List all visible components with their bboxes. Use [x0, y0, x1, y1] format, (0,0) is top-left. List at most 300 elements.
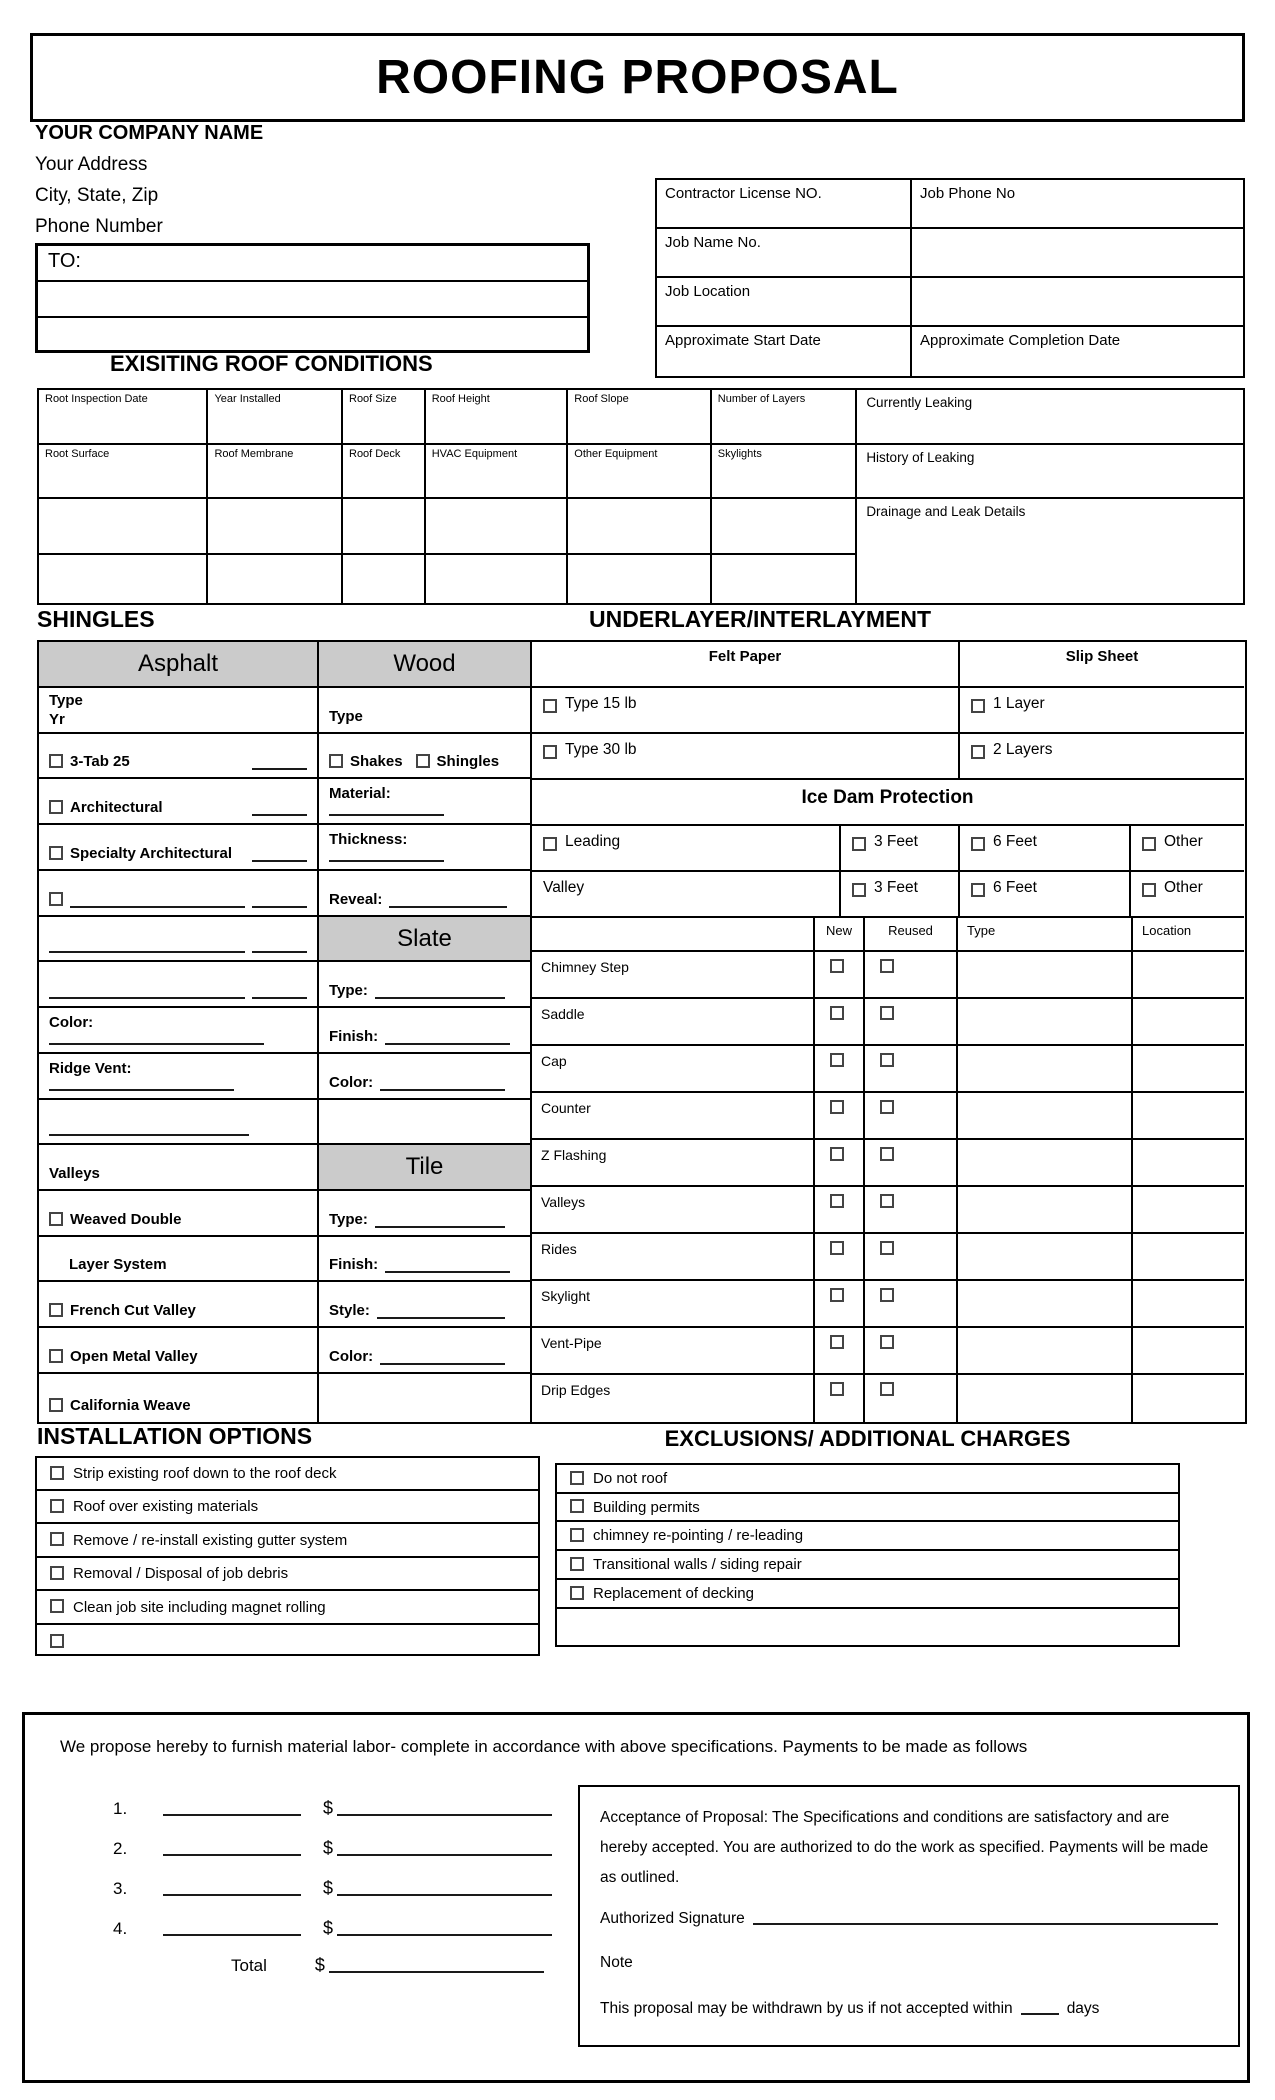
payment-number: 2.	[113, 1839, 128, 1858]
tile-header: Tile	[319, 1145, 530, 1191]
asphalt-blank-line[interactable]	[49, 948, 245, 953]
asphalt-blank-qty-line[interactable]	[252, 948, 307, 953]
fill-cell[interactable]	[343, 555, 424, 603]
installation-label: Remove / re-install existing gutter system	[73, 1531, 348, 1549]
flashing-type-cell[interactable]	[958, 1140, 1133, 1185]
ice-3feet-checkbox[interactable]	[852, 837, 866, 851]
flashing-new-cell[interactable]	[815, 1046, 865, 1091]
flashing-new-cell[interactable]	[815, 1140, 865, 1185]
checkbox[interactable]	[830, 1006, 844, 1020]
to-box	[35, 243, 590, 353]
payment-row	[113, 1819, 552, 1859]
wood-type-cell[interactable]	[319, 688, 530, 734]
flashing-location-cell[interactable]	[1133, 1281, 1244, 1326]
total-amount-line[interactable]	[329, 1968, 544, 1973]
job-location-cell[interactable]: Job Location	[657, 278, 912, 325]
ice-6feet-checkbox[interactable]	[971, 883, 985, 897]
exclusion-item	[557, 1494, 1178, 1522]
installation-item	[37, 1458, 538, 1491]
payment-desc-line[interactable]	[163, 1891, 301, 1896]
ice-3feet-label: 3 Feet	[874, 833, 918, 850]
checkbox[interactable]	[830, 1194, 844, 1208]
wood-thickness-cell	[319, 825, 530, 871]
checkbox[interactable]	[830, 1100, 844, 1114]
asphalt-layer-system-row	[39, 1237, 317, 1282]
shingles-label: Shingles	[436, 753, 500, 770]
job-info-row	[657, 229, 1243, 278]
payment-desc-line[interactable]	[163, 1851, 301, 1856]
exclusions-heading: EXCLUSIONS/ ADDITIONAL CHARGES	[664, 1426, 1071, 1451]
existing-header-cell[interactable]: Roof Height	[426, 390, 567, 445]
note-label: Note	[600, 1953, 633, 1971]
asphalt-3tab-line[interactable]	[252, 765, 307, 770]
existing-col	[712, 390, 858, 603]
job-name-fill-cell[interactable]	[912, 229, 1243, 276]
french-cut-label: French Cut Valley	[70, 1302, 196, 1319]
existing-header-cell[interactable]: HVAC Equipment	[426, 445, 567, 499]
payment-amount-line[interactable]	[337, 1851, 552, 1856]
exclusion-item-blank[interactable]	[557, 1609, 1178, 1647]
flashing-row	[532, 999, 1244, 1046]
asphalt-blank-row	[39, 962, 317, 1008]
acceptance-box	[578, 1785, 1240, 2047]
flashing-type-cell[interactable]	[958, 1328, 1133, 1373]
existing-header-cell[interactable]: Year Installed	[208, 390, 341, 445]
asphalt-other-qty-line[interactable]	[252, 903, 307, 908]
slip-1layer-cell	[960, 688, 1244, 732]
flashing-reused-cell[interactable]	[865, 1375, 958, 1422]
flashing-header-row	[532, 918, 1244, 952]
flashing-header-spacer	[532, 918, 815, 950]
flashing-label: Cap	[532, 1046, 815, 1091]
company-address: Your Address	[35, 154, 148, 175]
checkbox[interactable]	[830, 1382, 844, 1396]
tile-color-label: Color:	[329, 1348, 374, 1365]
fill-cell[interactable]	[426, 499, 567, 555]
to-label: TO:	[48, 250, 81, 272]
tile-type-line[interactable]	[375, 1223, 505, 1228]
ice-3feet-label: 3 Feet	[874, 879, 918, 896]
existing-col	[343, 390, 426, 603]
asphalt-color-cell	[39, 1008, 317, 1054]
installation-item	[37, 1591, 538, 1625]
to-fill-row[interactable]	[38, 282, 587, 318]
withdraw-days-label: days	[1066, 1999, 1100, 2017]
flashing-new-cell[interactable]	[815, 1093, 865, 1138]
payment-number: 3.	[113, 1879, 128, 1898]
wood-header: Wood	[319, 642, 530, 688]
asphalt-specialty-line[interactable]	[252, 857, 307, 862]
exclusion-item	[557, 1465, 1178, 1494]
to-fill-row[interactable]	[38, 318, 587, 350]
flashing-reused-cell[interactable]	[865, 1046, 958, 1091]
flashing-row	[532, 1187, 1244, 1234]
flashing-new-cell[interactable]	[815, 999, 865, 1044]
asphalt-other-line[interactable]	[70, 903, 245, 908]
start-date-cell[interactable]: Approximate Start Date	[657, 327, 912, 376]
payment-desc-line[interactable]	[163, 1811, 301, 1816]
fill-cell[interactable]	[208, 499, 341, 555]
wood-material-cell	[319, 779, 530, 825]
asphalt-valleys-label: Valleys	[49, 1165, 100, 1182]
flashing-label: Skylight	[532, 1281, 815, 1326]
asphalt-blank-row	[39, 1100, 317, 1145]
slate-finish-cell	[319, 1008, 530, 1054]
flashing-reused-cell[interactable]	[865, 1187, 958, 1232]
flashing-type-cell[interactable]	[958, 999, 1133, 1044]
flashing-type-cell[interactable]	[958, 1281, 1133, 1326]
fill-cell[interactable]	[568, 555, 710, 603]
ice-other-cell	[1131, 872, 1244, 916]
existing-header-cell[interactable]: Skylights	[712, 445, 856, 499]
flashing-type-cell[interactable]	[958, 952, 1133, 997]
flashing-new-cell[interactable]	[815, 1187, 865, 1232]
installation-label: Strip existing roof down to the roof deck	[73, 1465, 337, 1482]
exclusion-checkbox[interactable]	[570, 1557, 584, 1571]
flashing-reused-cell[interactable]	[865, 1234, 958, 1279]
existing-header-cell[interactable]: Root Inspection Date	[39, 390, 206, 445]
shingles-checkbox[interactable]	[416, 754, 430, 768]
installation-checkbox[interactable]	[50, 1532, 64, 1546]
wood-material-line[interactable]	[329, 811, 444, 816]
slip-sheet-header: Slip Sheet	[1065, 648, 1139, 665]
flashing-reused-cell[interactable]	[865, 999, 958, 1044]
checkbox[interactable]	[830, 1288, 844, 1302]
asphalt-ridge-vent-label: Ridge Vent:	[49, 1060, 132, 1077]
underlayment-header-row	[532, 642, 1244, 688]
asphalt-architectural-checkbox[interactable]	[49, 800, 63, 814]
job-phone-cell[interactable]: Job Phone No	[920, 185, 1016, 202]
checkbox[interactable]	[880, 1006, 894, 1020]
checkbox[interactable]	[880, 1335, 894, 1349]
checkbox[interactable]	[880, 1100, 894, 1114]
flashing-row	[532, 1234, 1244, 1281]
flashing-location-cell[interactable]	[1133, 1046, 1244, 1091]
exclusion-item	[557, 1522, 1178, 1551]
existing-header-cell[interactable]: Roof Deck	[343, 445, 424, 499]
ice-6feet-label: 6 Feet	[993, 833, 1037, 850]
flashing-reused-cell[interactable]	[865, 1093, 958, 1138]
existing-col	[208, 390, 343, 603]
fill-cell[interactable]	[343, 499, 424, 555]
asphalt-ridge-vent-cell	[39, 1054, 317, 1100]
slate-type-line[interactable]	[375, 994, 505, 999]
asphalt-open-metal-row	[39, 1328, 317, 1374]
wood-shakes-shingles-row	[319, 734, 530, 779]
installation-item-blank	[37, 1625, 538, 1658]
ice-dam-header: Ice Dam Protection	[801, 787, 974, 808]
flashing-label: Rides	[532, 1234, 815, 1279]
existing-header-cell[interactable]: Roof Size	[343, 390, 424, 445]
flashing-location-cell[interactable]	[1133, 1093, 1244, 1138]
ice-dam-leading-row	[532, 826, 1244, 872]
tile-type-cell	[319, 1191, 530, 1237]
checkbox[interactable]	[830, 1147, 844, 1161]
flashing-reused-cell[interactable]	[865, 952, 958, 997]
asphalt-color-line[interactable]	[49, 1040, 264, 1045]
slate-type-cell	[319, 962, 530, 1008]
asphalt-california-weave-row	[39, 1374, 317, 1421]
installation-checkbox[interactable]	[50, 1499, 64, 1513]
flashing-reused-cell[interactable]	[865, 1328, 958, 1373]
slate-finish-line[interactable]	[385, 1040, 510, 1045]
installation-checkbox[interactable]	[50, 1566, 64, 1580]
signature-line[interactable]	[753, 1920, 1218, 1925]
ice-other-checkbox[interactable]	[1142, 883, 1156, 897]
wood-reveal-cell	[319, 871, 530, 917]
flashing-row	[532, 1375, 1244, 1422]
asphalt-other-row	[39, 871, 317, 917]
checkbox[interactable]	[830, 1241, 844, 1255]
currently-leaking-cell[interactable]: Currently Leaking	[857, 390, 1243, 445]
wood-reveal-line[interactable]	[389, 903, 507, 908]
existing-header-cell[interactable]: Roof Slope	[568, 390, 710, 445]
page-title: ROOFING PROPOSAL	[376, 51, 899, 104]
installation-item	[37, 1524, 538, 1558]
flashing-type-cell[interactable]	[958, 1234, 1133, 1279]
flashing-type-cell[interactable]	[958, 1093, 1133, 1138]
flashing-location-cell[interactable]	[1133, 1140, 1244, 1185]
tile-color-line[interactable]	[380, 1360, 505, 1365]
ice-leading-cell	[532, 826, 841, 870]
exclusion-checkbox[interactable]	[570, 1471, 584, 1485]
tile-style-cell	[319, 1282, 530, 1328]
existing-header-cell[interactable]: Root Surface	[39, 445, 206, 499]
checkbox[interactable]	[880, 959, 894, 973]
checkbox[interactable]	[880, 1053, 894, 1067]
ice-other-checkbox[interactable]	[1142, 837, 1156, 851]
existing-header-cell[interactable]: Other Equipment	[568, 445, 710, 499]
history-of-leaking-cell[interactable]: History of Leaking	[857, 445, 1243, 499]
asphalt-ridge-vent-line[interactable]	[49, 1086, 234, 1091]
checkbox[interactable]	[830, 1335, 844, 1349]
exclusion-label: Replacement of decking	[593, 1585, 754, 1602]
installation-checkbox[interactable]	[50, 1634, 64, 1648]
flashing-row	[532, 1140, 1244, 1187]
asphalt-blank-line[interactable]	[49, 994, 245, 999]
checkbox[interactable]	[880, 1382, 894, 1396]
payment-amount-line[interactable]	[337, 1931, 552, 1936]
exclusion-checkbox[interactable]	[570, 1499, 584, 1513]
ice-6feet-cell	[960, 872, 1131, 916]
flashing-location-cell[interactable]	[1133, 1328, 1244, 1373]
completion-date-cell[interactable]: Approximate Completion Date	[920, 332, 1121, 349]
slip-1layer-checkbox[interactable]	[971, 699, 985, 713]
asphalt-column	[39, 642, 319, 1422]
exclusions-box	[555, 1463, 1180, 1647]
fill-cell[interactable]	[712, 555, 856, 603]
fill-cell[interactable]	[426, 555, 567, 603]
flashing-location-cell[interactable]	[1133, 1234, 1244, 1279]
wood-material-label: Material:	[329, 785, 391, 802]
asphalt-blank-qty-line[interactable]	[252, 994, 307, 999]
payment-amount-line[interactable]	[337, 1811, 552, 1816]
flashing-label: Z Flashing	[532, 1140, 815, 1185]
exclusion-checkbox[interactable]	[570, 1528, 584, 1542]
existing-header-cell[interactable]: Roof Membrane	[208, 445, 341, 499]
asphalt-specialty-row	[39, 825, 317, 871]
flashing-new-cell[interactable]	[815, 1234, 865, 1279]
asphalt-3tab-row	[39, 734, 317, 779]
flashing-new-cell[interactable]	[815, 1375, 865, 1422]
job-info-row	[657, 327, 1243, 376]
tile-finish-line[interactable]	[385, 1268, 510, 1273]
asphalt-other-checkbox[interactable]	[49, 892, 63, 906]
flashing-new-header: New	[815, 918, 865, 950]
withdraw-days-line[interactable]	[1021, 2010, 1059, 2015]
fill-cell[interactable]	[39, 499, 206, 555]
payment-desc-line[interactable]	[163, 1931, 301, 1936]
payment-number: 4.	[113, 1919, 128, 1938]
tile-style-label: Style:	[329, 1302, 370, 1319]
asphalt-valleys-cell	[39, 1145, 317, 1191]
shakes-checkbox[interactable]	[329, 754, 343, 768]
withdraw-row	[600, 2000, 1218, 2018]
slate-type-label: Type:	[329, 982, 368, 999]
ice-dam-header-row	[532, 780, 1244, 826]
payment-amount-line[interactable]	[337, 1891, 552, 1896]
felt-15lb-cell	[532, 688, 960, 732]
flashing-reused-cell[interactable]	[865, 1140, 958, 1185]
flashing-new-cell[interactable]	[815, 952, 865, 997]
job-name-cell[interactable]: Job Name No.	[657, 229, 912, 276]
job-location-fill-cell[interactable]	[912, 278, 1243, 325]
felt-30lb-cell	[532, 734, 960, 778]
contractor-license-cell[interactable]: Contractor License NO.	[657, 180, 912, 227]
exclusion-label: Building permits	[593, 1498, 700, 1516]
existing-col	[568, 390, 712, 603]
company-name: YOUR COMPANY NAME	[35, 122, 264, 144]
slip-1layer-label: 1 Layer	[993, 695, 1045, 712]
ice-6feet-cell	[960, 826, 1131, 870]
to-label-row[interactable]	[38, 246, 587, 282]
checkbox[interactable]	[880, 1288, 894, 1302]
installation-checkbox[interactable]	[50, 1466, 64, 1480]
shingles-heading: SHINGLES	[37, 606, 155, 632]
slate-color-line[interactable]	[380, 1086, 505, 1091]
shakes-label: Shakes	[350, 753, 403, 770]
installation-box	[35, 1456, 540, 1656]
wood-blank-cell[interactable]	[319, 1100, 530, 1145]
tile-style-line[interactable]	[377, 1314, 505, 1319]
ice-6feet-checkbox[interactable]	[971, 837, 985, 851]
asphalt-specialty-label: Specialty Architectural	[70, 845, 233, 862]
flashing-label: Saddle	[532, 999, 815, 1044]
flashing-location-cell[interactable]	[1133, 1187, 1244, 1232]
installation-checkbox[interactable]	[50, 1599, 64, 1613]
flashing-label: Drip Edges	[532, 1375, 815, 1422]
flashing-row	[532, 1093, 1244, 1140]
wood-type-label: Type	[329, 708, 363, 725]
felt-paper-header: Felt Paper	[532, 642, 960, 686]
checkbox[interactable]	[830, 1053, 844, 1067]
ice-other-label: Other	[1164, 879, 1203, 896]
asphalt-architectural-line[interactable]	[252, 811, 307, 816]
exclusion-label: Transitional walls / siding repair	[593, 1556, 802, 1573]
fill-cell[interactable]	[712, 499, 856, 555]
french-cut-checkbox[interactable]	[49, 1303, 63, 1317]
fill-cell[interactable]	[208, 555, 341, 603]
flashing-row	[532, 1046, 1244, 1093]
weaved-double-checkbox[interactable]	[49, 1212, 63, 1226]
asphalt-specialty-checkbox[interactable]	[49, 846, 63, 860]
asphalt-3tab-checkbox[interactable]	[49, 754, 63, 768]
asphalt-type-cell[interactable]	[39, 688, 317, 734]
california-weave-checkbox[interactable]	[49, 1398, 63, 1412]
flashing-row	[532, 952, 1244, 999]
felt-30lb-label: Type 30 lb	[565, 741, 637, 758]
flashing-reused-cell[interactable]	[865, 1281, 958, 1326]
slip-2layers-checkbox[interactable]	[971, 745, 985, 759]
felt-15lb-checkbox[interactable]	[543, 699, 557, 713]
flashing-location-cell[interactable]	[1133, 952, 1244, 997]
wood-thickness-label: Thickness:	[329, 831, 408, 848]
asphalt-blank-line[interactable]	[49, 1131, 249, 1136]
flashing-location-cell[interactable]	[1133, 999, 1244, 1044]
ice-3feet-checkbox[interactable]	[852, 883, 866, 897]
checkbox[interactable]	[880, 1241, 894, 1255]
dollar-sign: $	[323, 1798, 334, 1818]
flashing-type-header: Type	[958, 918, 1133, 950]
asphalt-blank-row	[39, 917, 317, 962]
flashing-type-cell[interactable]	[958, 1046, 1133, 1091]
acceptance-text: Acceptance of Proposal: The Specifications and conditions are satisfactory and are hereby accepted. You are authorized to do the work as specified. Payments will be made as outlined.	[600, 1809, 1209, 1887]
open-metal-checkbox[interactable]	[49, 1349, 63, 1363]
felt-30lb-checkbox[interactable]	[543, 745, 557, 759]
asphalt-yr-label: Yr	[49, 711, 65, 728]
tile-finish-cell	[319, 1237, 530, 1282]
signature-label: Authorized Signature	[600, 1909, 745, 1927]
company-city-state-zip: City, State, Zip	[35, 185, 159, 206]
fill-cell[interactable]	[39, 555, 206, 603]
ice-leading-label: Leading	[565, 833, 621, 850]
fill-cell[interactable]	[568, 499, 710, 555]
wood-blank-cell[interactable]	[319, 1374, 530, 1421]
checkbox[interactable]	[880, 1147, 894, 1161]
flashing-label: Counter	[532, 1093, 815, 1138]
drainage-details-cell[interactable]: Drainage and Leak Details	[866, 504, 1026, 519]
job-info-row	[657, 278, 1243, 327]
flashing-label: Chimney Step	[532, 952, 815, 997]
checkbox[interactable]	[830, 959, 844, 973]
slate-header: Slate	[319, 917, 530, 962]
total-row	[113, 1955, 552, 1976]
flashing-location-cell[interactable]	[1133, 1375, 1244, 1422]
exclusion-checkbox[interactable]	[570, 1586, 584, 1600]
ice-other-cell	[1131, 826, 1244, 870]
payment-row	[113, 1779, 552, 1819]
existing-conditions-table	[37, 388, 1245, 605]
flashing-reused-header: Reused	[865, 918, 958, 950]
installation-label: Removal / Disposal of job debris	[73, 1565, 289, 1582]
weaved-double-label: Weaved Double	[70, 1211, 182, 1228]
flashing-type-cell[interactable]	[958, 1375, 1133, 1422]
ice-6feet-label: 6 Feet	[993, 879, 1037, 896]
ice-leading-checkbox[interactable]	[543, 837, 557, 851]
wood-column	[319, 642, 532, 1422]
company-phone: Phone Number	[35, 216, 163, 237]
checkbox[interactable]	[880, 1194, 894, 1208]
flashing-type-cell[interactable]	[958, 1187, 1133, 1232]
existing-col	[39, 390, 208, 603]
asphalt-french-cut-row	[39, 1282, 317, 1328]
existing-leaking-col	[857, 390, 1243, 603]
existing-header-cell[interactable]: Number of Layers	[712, 390, 856, 445]
withdraw-text: This proposal may be withdrawn by us if not accepted within	[600, 1999, 1013, 2017]
flashing-new-cell[interactable]	[815, 1281, 865, 1326]
wood-thickness-line[interactable]	[329, 857, 444, 862]
flashing-new-cell[interactable]	[815, 1328, 865, 1373]
